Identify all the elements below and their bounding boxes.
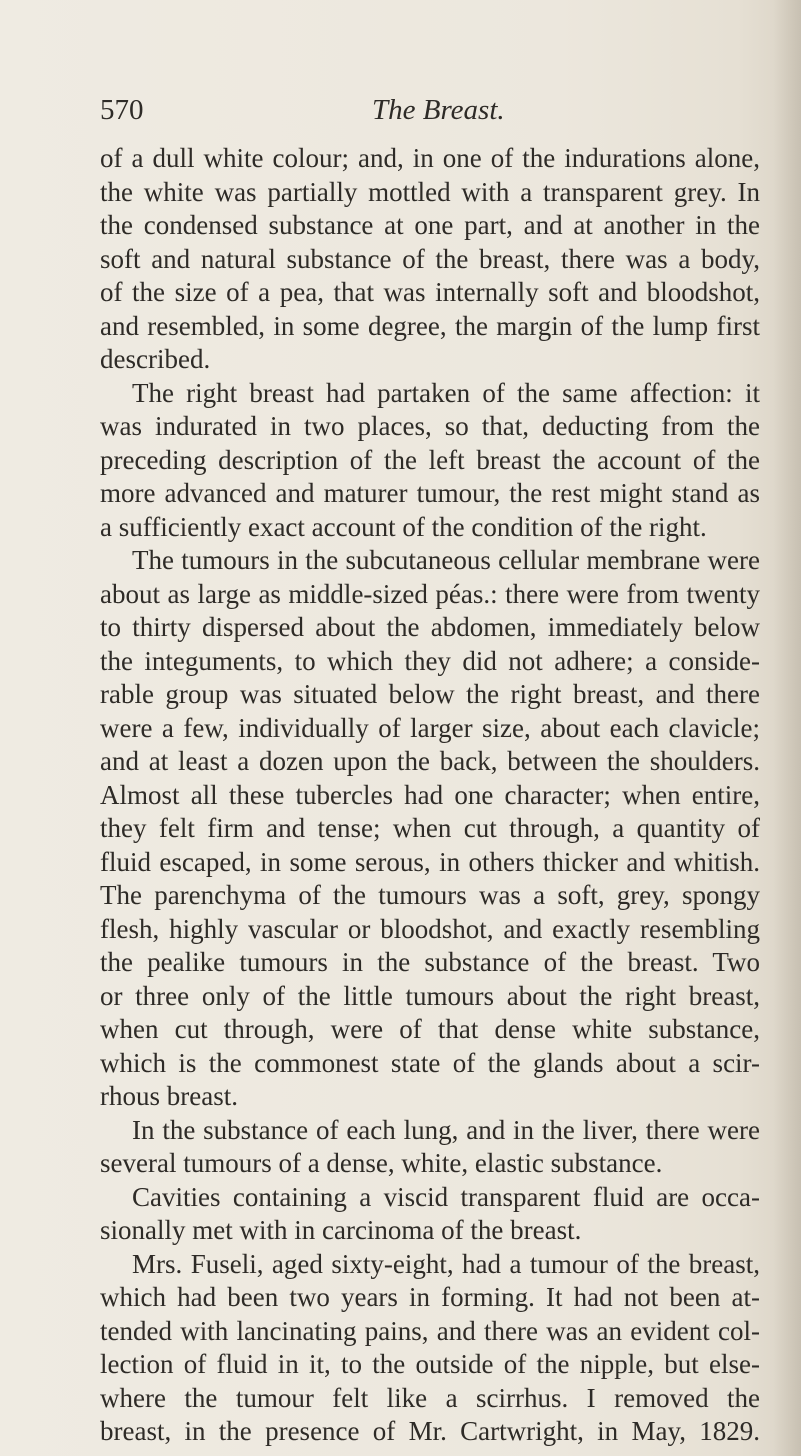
running-title: The Breast. — [372, 94, 505, 126]
text-line: of a dull white colour; and, in one of the indurations alone, — [100, 143, 760, 173]
text-line: was indurated in two places, so that, deducting from the — [100, 411, 760, 441]
text-line: preceding description of the left breast the account of the — [100, 444, 760, 475]
text-line: rhous breast. — [100, 1081, 238, 1111]
text-line: which is the commonest state of the glands about a scir- — [100, 1047, 760, 1078]
text-line: rable group was situated below the right breast, and there — [100, 679, 760, 709]
text-line: when cut through, were of that dense white substance, — [100, 1014, 760, 1044]
text-line: a sufficiently exact account of the condition of the right. — [100, 511, 707, 542]
text-line: breast, in the presence of Mr. Cartwright, in May, 1829. — [100, 1416, 760, 1446]
text-line: to thirty dispersed about the abdomen, immediately below — [100, 612, 760, 642]
text-line: soft and natural substance of the breast, there was a body, — [100, 243, 760, 274]
text-line: or three only of the little tumours about the right breast, — [100, 980, 760, 1011]
text-line: The parenchyma of the tumours was a soft, grey, spongy — [100, 880, 760, 910]
text-line: and at least a dozen upon the back, between the shoulders. — [100, 746, 760, 776]
text-line: lection of fluid in it, to the outside of the nipple, but else- — [100, 1349, 760, 1379]
text-line: The tumours in the subcutaneous cellular membrane were — [132, 545, 760, 575]
text-line: In the substance of each lung, and in the liver, there were — [132, 1114, 760, 1145]
text-line: and resembled, in some degree, the margin of the lump first — [100, 310, 760, 341]
page-edge-shadow — [773, 0, 801, 1456]
text-line: more advanced and maturer tumour, the rest might stand as — [100, 478, 760, 508]
text-line: several tumours of a dense, white, elastic substance. — [100, 1148, 663, 1178]
text-line: the white was partially mottled with a transparent grey. In — [100, 176, 760, 207]
text-line: where the tumour felt like a scirrhus. I removed the — [100, 1382, 760, 1413]
body-text — [100, 142, 760, 1449]
page-header — [100, 94, 760, 134]
text-line: they felt firm and tense; when cut through, a quantity of — [100, 813, 760, 843]
text-line: Cavities containing a viscid transparent fluid are occa- — [132, 1181, 760, 1212]
page-number: 570 — [100, 94, 144, 126]
text-line: flesh, highly vascular or bloodshot, and exactly resembling — [100, 913, 760, 944]
text-line: Almost all these tubercles had one character; when entire, — [100, 779, 760, 810]
text-line: Mrs. Fuseli, aged sixty-eight, had a tumour of the breast, — [132, 1248, 760, 1279]
text-line: fluid escaped, in some serous, in others thicker and whitish. — [100, 846, 760, 877]
text-line: of the size of a pea, that was internally soft and bloodshot, — [100, 277, 760, 307]
text-line: described. — [100, 344, 211, 374]
text-line: were a few, individually of larger size, about each clavicle; — [100, 712, 760, 743]
text-line: the pealike tumours in the substance of the breast. Two — [100, 947, 760, 977]
text-line: which had been two years in forming. It had not been at- — [100, 1282, 760, 1312]
text-line: about as large as middle-sized péas.: there were from twenty — [100, 578, 760, 609]
text-line: the integuments, to which they did not adhere; a conside- — [100, 645, 760, 676]
text-line: the condensed substance at one part, and at another in the — [100, 210, 760, 240]
text-line: sionally met with in carcinoma of the breast. — [100, 1215, 582, 1245]
text-line: tended with lancinating pains, and there was an evident col- — [100, 1315, 760, 1346]
text-line: The right breast had partaken of the same affection: it — [132, 377, 760, 408]
